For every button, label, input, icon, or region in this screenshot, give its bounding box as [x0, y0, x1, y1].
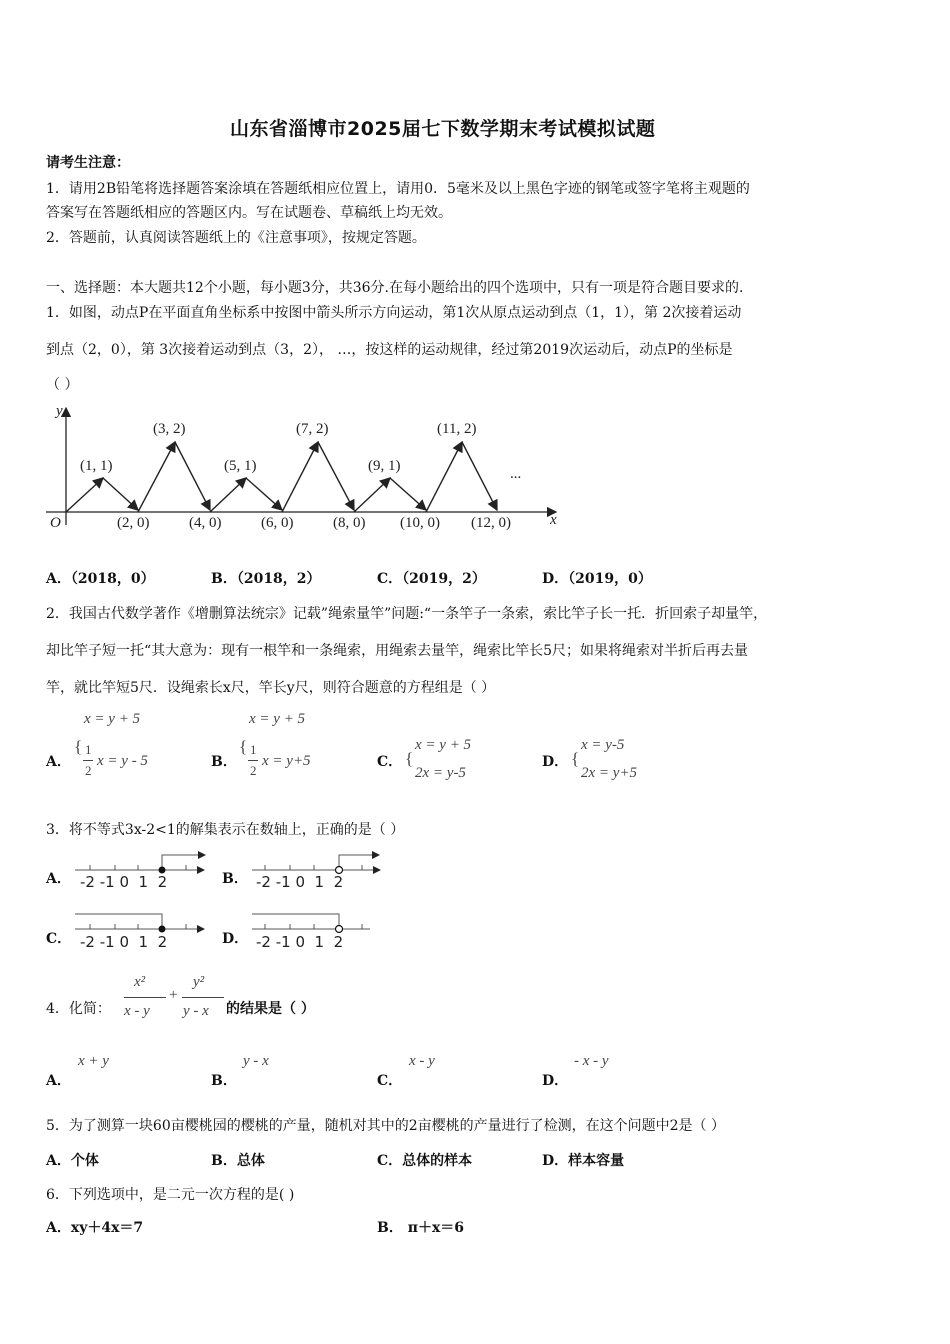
q3-option-d[interactable]: D．: [222, 931, 249, 947]
q2-b-brace: {: [239, 737, 248, 756]
tick-labels-c: -2 -1 0 1 2: [80, 933, 168, 951]
peak-label: (7, 2): [296, 421, 329, 437]
q2-option-a[interactable]: A．: [46, 754, 71, 770]
tick-label: (12, 0): [471, 515, 511, 531]
q2-line-1: 2．我国古代数学著作《增删算法统宗》记载”绳索量竿”问题:“一条竿子一条索，索比竿子长一托．折回索子却量竿，: [46, 606, 768, 622]
q2-d-brace: {: [571, 749, 580, 768]
q2-b-frac-d: 2: [250, 763, 257, 778]
q2-a-top: x = y + 5: [84, 711, 141, 727]
q3-option-a[interactable]: A．: [46, 871, 71, 887]
q2-d-top: x = y-5: [581, 737, 625, 753]
q1-option-d[interactable]: D．（2019，0）: [542, 571, 652, 587]
q2-line-2: 却比竿子短一托“其大意为：现有一根竿和一条绳索，用绳索去量竿，绳索比竿长5尺；如果将绳索对半折后再去量: [46, 643, 749, 659]
q4-option-a[interactable]: A．: [46, 1073, 71, 1089]
origin-label: O: [50, 515, 61, 531]
q3-stem: 3．将不等式3x-2<1的解集表示在数轴上，正确的是（ ）: [46, 822, 405, 838]
q4-stem-prefix: 4．化简：: [46, 1001, 111, 1017]
y-axis-label: y: [56, 403, 63, 419]
open-point: [336, 926, 343, 933]
q4-numerator-1: x²: [134, 974, 146, 990]
q1-option-b[interactable]: B．（2018，2）: [211, 571, 321, 587]
ellipsis: ...: [510, 466, 522, 482]
peak-label: (5, 1): [224, 458, 257, 474]
q4-a-expr: x + y: [78, 1053, 109, 1069]
q1-line-2: 到点（2，0），第 3次接着运动到点（3，2）， …，按这样的运动规律，经过第2019次运动后，动点P的坐标是: [46, 342, 733, 358]
solid-point: [159, 926, 166, 933]
q5-option-d[interactable]: D．样本容量: [542, 1153, 625, 1169]
q2-line-3: 竿，就比竿短5尺．设绳索长x尺，竿长y尺，则符合题意的方程组是（ ）: [46, 680, 496, 696]
q4-frac-bar-2: [182, 997, 224, 998]
q2-b-frac-n: 1: [250, 742, 257, 757]
section-heading: 一、选择题：本大题共12个小题，每小题3分，共36分.在每小题给出的四个选项中，只有一项是符合题目要求的.: [46, 280, 744, 296]
x-axis-label: x: [550, 512, 557, 528]
q2-option-d[interactable]: D．: [542, 754, 569, 770]
q4-option-b[interactable]: B．: [211, 1073, 237, 1089]
q4-option-d[interactable]: D．: [542, 1073, 569, 1089]
q2-c-bottom: 2x = y-5: [415, 765, 466, 781]
q2-d-bottom: 2x = y+5: [581, 765, 638, 781]
q4-numerator-2: y²: [193, 974, 205, 990]
tick-label: (4, 0): [189, 515, 222, 531]
tick-label: (6, 0): [261, 515, 294, 531]
peak-label: (1, 1): [80, 458, 113, 474]
q2-a-frac-n: 1: [85, 742, 92, 757]
q5-option-c[interactable]: C．总体的样本: [377, 1153, 473, 1169]
tick-labels-a: -2 -1 0 1 2: [80, 873, 168, 891]
q1-line-3: （ ）: [46, 377, 79, 393]
q2-a-brace: {: [74, 737, 83, 756]
tick-label: (2, 0): [117, 515, 150, 531]
q4-option-c[interactable]: C．: [377, 1073, 403, 1089]
q4-stem-suffix: 的结果是（ ）: [226, 1001, 315, 1017]
q6-option-a[interactable]: A．xy＋4x＝7: [46, 1220, 144, 1236]
q2-option-b[interactable]: B．: [211, 754, 237, 770]
q2-c-brace: {: [405, 749, 414, 768]
q5-option-b[interactable]: B．总体: [211, 1153, 265, 1169]
q2-a-bottom: x = y - 5: [97, 753, 148, 769]
q6-option-b[interactable]: B． π＋x＝6: [377, 1220, 465, 1236]
q2-option-c[interactable]: C．: [377, 754, 403, 770]
q4-frac-bar-1: [124, 997, 166, 998]
q2-b-bottom: x = y+5: [262, 753, 311, 769]
notice-line-1a: 1．请用2B铅笔将选择题答案涂填在答题纸相应位置上，请用0．5毫米及以上黑色字迹的钢笔或签字笔将主观题的: [46, 181, 750, 197]
q3-option-b[interactable]: B．: [222, 871, 248, 887]
tick-label: (8, 0): [333, 515, 366, 531]
q4-b-expr: y - x: [243, 1053, 269, 1069]
q6-stem: 6．下列选项中，是二元一次方程的是( ): [46, 1187, 295, 1203]
q4-denominator-2: y - x: [183, 1003, 209, 1019]
notice-line-1b: 答案写在答题纸相应的答题区内。写在试题卷、草稿纸上均无效。: [46, 205, 452, 221]
page-title: 山东省淄博市2025届七下数学期末考试模拟试题: [230, 118, 656, 140]
q4-denominator-1: x - y: [124, 1003, 150, 1019]
q4-c-expr: x - y: [409, 1053, 435, 1069]
notice-heading: 请考生注意：: [46, 155, 130, 171]
tick-labels-d: -2 -1 0 1 2: [256, 933, 344, 951]
q2-a-frac-d: 2: [85, 763, 92, 778]
peak-label: (9, 1): [368, 458, 401, 474]
q1-option-a[interactable]: A．（2018，0）: [46, 571, 155, 587]
peak-label: (11, 2): [437, 421, 477, 437]
q1-option-c[interactable]: C．（2019，2）: [377, 571, 486, 587]
q1-line-1: 1．如图，动点P在平面直角坐标系中按图中箭头所示方向运动，第1次从原点运动到点（1，1），第 2次接着运动: [46, 305, 742, 321]
q4-plus: +: [169, 987, 178, 1003]
q2-b-top: x = y + 5: [249, 711, 306, 727]
q5-stem: 5．为了测算一块60亩樱桃园的樱桃的产量，随机对其中的2亩樱桃的产量进行了检测，在这个问题中2是（ ）: [46, 1118, 725, 1134]
tick-label: (10, 0): [400, 515, 440, 531]
tick-labels-b: -2 -1 0 1 2: [256, 873, 344, 891]
q3-option-c[interactable]: C．: [46, 931, 72, 947]
q5-option-a[interactable]: A．个体: [46, 1153, 99, 1169]
notice-line-2: 2．答题前，认真阅读答题纸上的《注意事项》，按规定答题。: [46, 230, 426, 246]
q4-d-expr: - x - y: [574, 1053, 609, 1069]
q2-c-top: x = y + 5: [415, 737, 472, 753]
peak-label: (3, 2): [153, 421, 186, 437]
